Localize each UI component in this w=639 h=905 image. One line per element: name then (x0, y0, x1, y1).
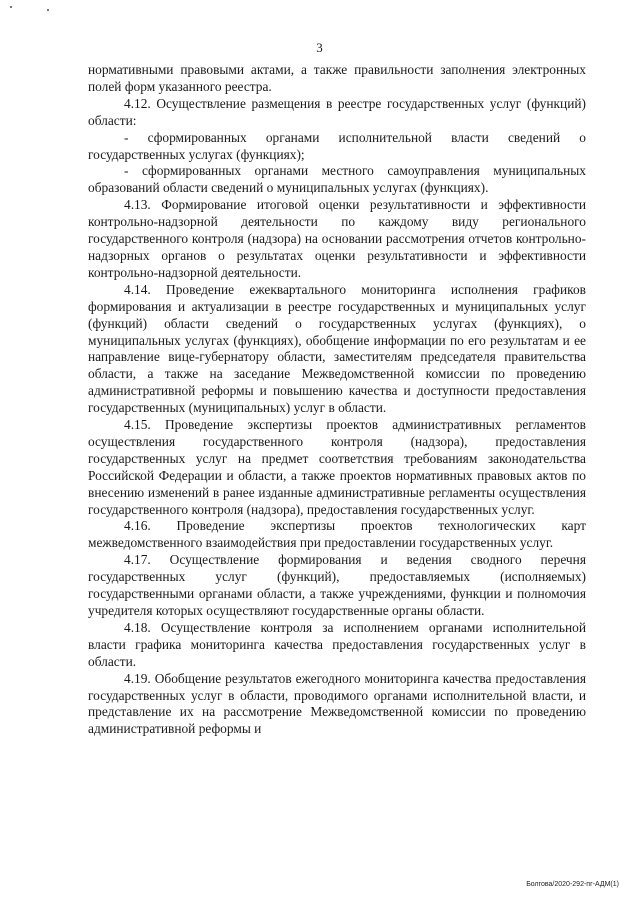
paragraph-4-16: 4.16. Проведение экспертизы проектов технологических карт межведомственного взаимодействия при предоставлении государственных услуг. (88, 518, 586, 551)
document-code-stamp: Болгова/2020-292-пг-АДМ(1) (526, 881, 619, 888)
scan-dot (10, 6, 12, 8)
paragraph-4-17: 4.17. Осуществление формирования и ведения сводного перечня государственных услуг (функций), предоставляемых (исполняемых) государственными органами области, а также учреждениями, функции и полномочия учредителя которых осуществляют государственные органы области. (88, 552, 586, 618)
document-body (88, 62, 586, 738)
paragraph-4-13: 4.13. Формирование итоговой оценки результативности и эффективности контрольно-надзорной деятельности по каждому виду регионального государственного контроля (надзора) на основании рассмотрения отчетов контрольно-надзорных органов о результатах оценки результативности и эффективности контрольно-надзорной деятельности. (88, 197, 586, 280)
paragraph-dash-item: - сформированных органами местного самоуправления муниципальных образований области сведений о муниципальных услугах (функциях). (88, 163, 586, 196)
paragraph-dash-item: - сформированных органами исполнительной власти сведений о государственных услугах (функциях); (88, 129, 586, 162)
paragraph-continuation: нормативными правовыми актами, а также правильности заполнения электронных полей форм указанного реестра. (88, 62, 586, 94)
paragraph-4-12: 4.12. Осуществление размещения в реестре государственных услуг (функций) области: (88, 95, 586, 128)
paragraph-4-14: 4.14. Проведение ежеквартального мониторинга исполнения графиков формирования и актуализации в реестре государственных и муниципальных услуг (функций) области сведений о государственных услугах (функциях), о муниципальных услугах (функциях), обобщение информации по его результатам и ее направление вице-губернатору области, заместителям председателя правительства области, а также на заседание Межведомственной комиссии по проведению административной реформы и повышению качества и доступности предоставления государственных (муниципальных) услуг в области. (88, 281, 586, 416)
page-number: 3 (316, 40, 323, 55)
paragraph-4-18: 4.18. Осуществление контроля за исполнением органами исполнительной власти графика мониторинга качества предоставления государственных услуг в области. (88, 619, 586, 669)
scan-dot (47, 9, 49, 11)
paragraph-4-19: 4.19. Обобщение результатов ежегодного мониторинга качества предоставления государственных услуг в области, проводимого органами исполнительной власти, и представление их на рассмотрение Межведомственной комиссии по проведению административной реформы и (88, 670, 586, 737)
paragraph-4-15: 4.15. Проведение экспертизы проектов административных регламентов осуществления государственного контроля (надзора), предоставления государственных услуг на предмет соответствия требованиям законодательства Российской Федерации и области, а также проектов нормативных правовых актов по внесению изменений в ранее изданные административные регламенты осуществления государственного контроля (надзора), предоставления государственных услуг. (88, 417, 586, 517)
